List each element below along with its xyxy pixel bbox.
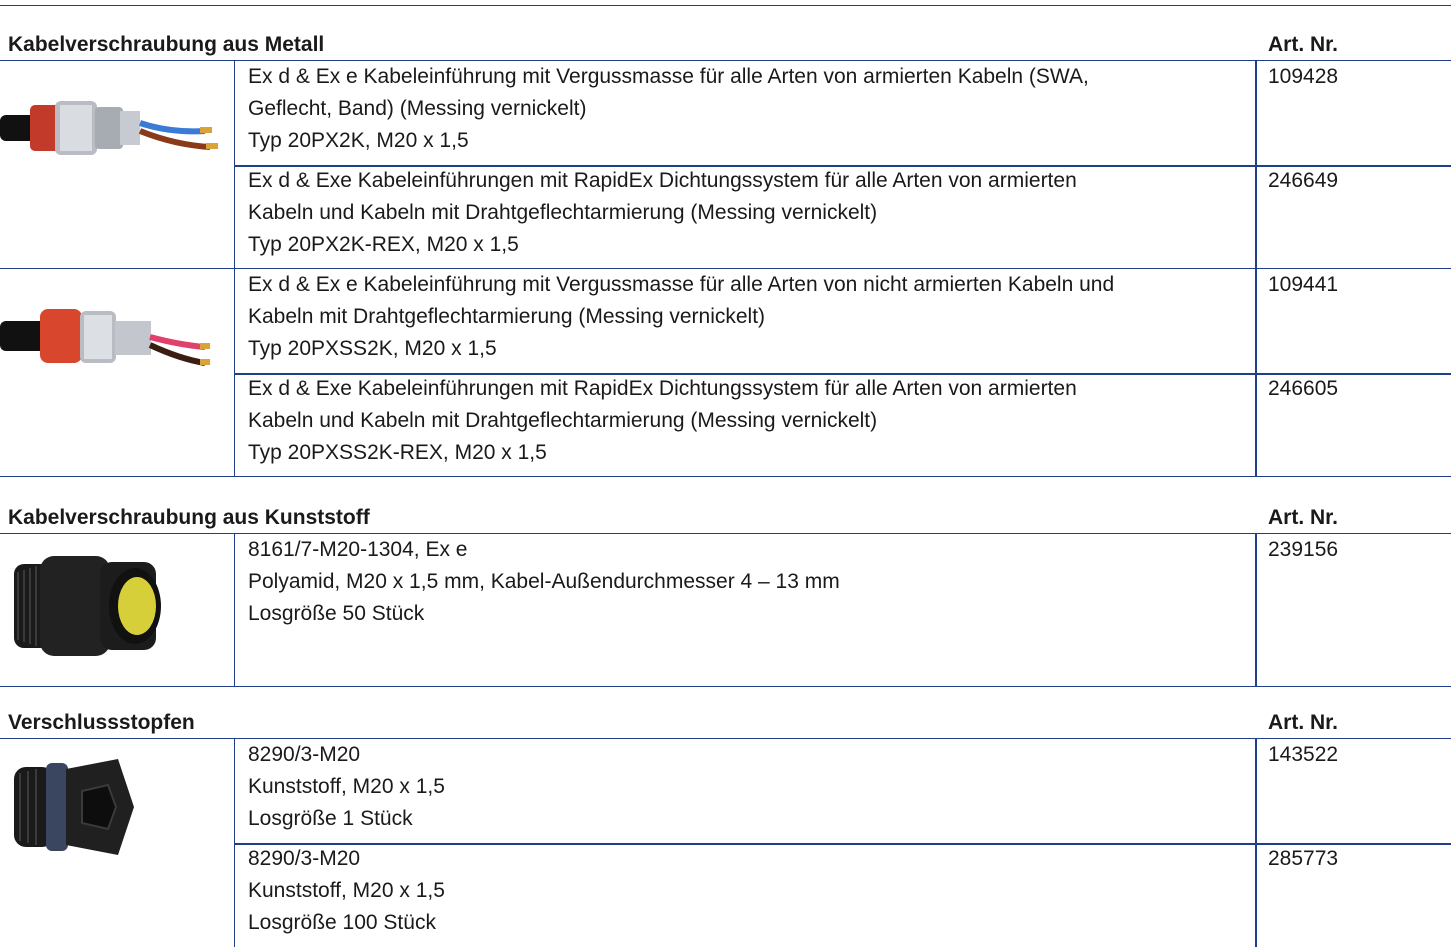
article-number: 239156 bbox=[1268, 538, 1339, 561]
product-row bbox=[0, 534, 1451, 685]
article-number: 246649 bbox=[1268, 169, 1339, 192]
description-line: Geflecht, Band) (Messing vernickelt) bbox=[248, 97, 587, 120]
description-line: Typ 20PXSS2K, M20 x 1,5 bbox=[248, 337, 497, 360]
product-row bbox=[0, 165, 1451, 269]
section-metal-glands bbox=[0, 29, 1451, 477]
product-description bbox=[248, 165, 1248, 261]
section-title: Kabelverschraubung aus Metall bbox=[8, 33, 325, 56]
description-line: Typ 20PXSS2K-REX, M20 x 1,5 bbox=[248, 441, 547, 464]
product-description bbox=[248, 61, 1248, 157]
section-header bbox=[0, 29, 1451, 61]
product-group bbox=[0, 739, 1451, 947]
section-title: Kabelverschraubung aus Kunststoff bbox=[8, 506, 370, 529]
description-line: Losgröße 50 Stück bbox=[248, 602, 425, 625]
section-title: Verschlussstopfen bbox=[8, 711, 195, 734]
description-line: Kabeln mit Drahtgeflechtarmierung (Messing vernickelt) bbox=[248, 305, 766, 328]
art-nr-header: Art. Nr. bbox=[1268, 506, 1339, 529]
description-line: 8290/3-M20 bbox=[248, 847, 361, 870]
article-number: 109441 bbox=[1268, 273, 1339, 296]
section-header bbox=[0, 707, 1451, 739]
top-rule bbox=[0, 5, 1451, 6]
description-line: 8290/3-M20 bbox=[248, 743, 361, 766]
art-nr-header: Art. Nr. bbox=[1268, 33, 1339, 56]
description-line: 8161/7-M20-1304, Ex e bbox=[248, 538, 468, 561]
description-line: Losgröße 100 Stück bbox=[248, 911, 436, 934]
description-line: Ex d & Ex e Kabeleinführung mit Vergussmasse für alle Arten von armierten Kabeln (SWA, bbox=[248, 65, 1089, 88]
product-row bbox=[0, 269, 1451, 373]
description-line: Typ 20PX2K, M20 x 1,5 bbox=[248, 129, 469, 152]
article-number: 109428 bbox=[1268, 65, 1339, 88]
description-line: Ex d & Ex e Kabeleinführung mit Vergussmasse für alle Arten von nicht armierten Kabeln und bbox=[248, 273, 1115, 296]
product-description bbox=[248, 739, 1248, 835]
description-line: Typ 20PX2K-REX, M20 x 1,5 bbox=[248, 233, 519, 256]
section-plastic-glands bbox=[0, 502, 1451, 687]
section-header bbox=[0, 502, 1451, 534]
description-line: Kabeln und Kabeln mit Drahtgeflechtarmierung (Messing vernickelt) bbox=[248, 201, 878, 224]
product-row bbox=[0, 739, 1451, 843]
product-row bbox=[0, 843, 1451, 947]
description-line: Kunststoff, M20 x 1,5 bbox=[248, 879, 445, 902]
product-group bbox=[0, 269, 1451, 477]
product-row bbox=[0, 373, 1451, 477]
product-row bbox=[0, 61, 1451, 165]
article-number: 285773 bbox=[1268, 847, 1339, 870]
product-description bbox=[248, 843, 1248, 939]
product-group bbox=[0, 534, 1451, 687]
section-sealing-plugs bbox=[0, 707, 1451, 947]
product-description bbox=[248, 534, 1248, 630]
article-number: 143522 bbox=[1268, 743, 1339, 766]
description-line: Ex d & Exe Kabeleinführungen mit RapidEx Dichtungssystem für alle Arten von armierten bbox=[248, 169, 1077, 192]
description-line: Kunststoff, M20 x 1,5 bbox=[248, 775, 445, 798]
description-line: Ex d & Exe Kabeleinführungen mit RapidEx Dichtungssystem für alle Arten von armierten bbox=[248, 377, 1077, 400]
product-group bbox=[0, 61, 1451, 269]
description-line: Polyamid, M20 x 1,5 mm, Kabel-Außendurchmesser 4 – 13 mm bbox=[248, 570, 840, 593]
product-description bbox=[248, 373, 1248, 469]
art-nr-header: Art. Nr. bbox=[1268, 711, 1339, 734]
description-line: Losgröße 1 Stück bbox=[248, 807, 413, 830]
article-number: 246605 bbox=[1268, 377, 1339, 400]
product-description bbox=[248, 269, 1248, 365]
description-line: Kabeln und Kabeln mit Drahtgeflechtarmierung (Messing vernickelt) bbox=[248, 409, 878, 432]
